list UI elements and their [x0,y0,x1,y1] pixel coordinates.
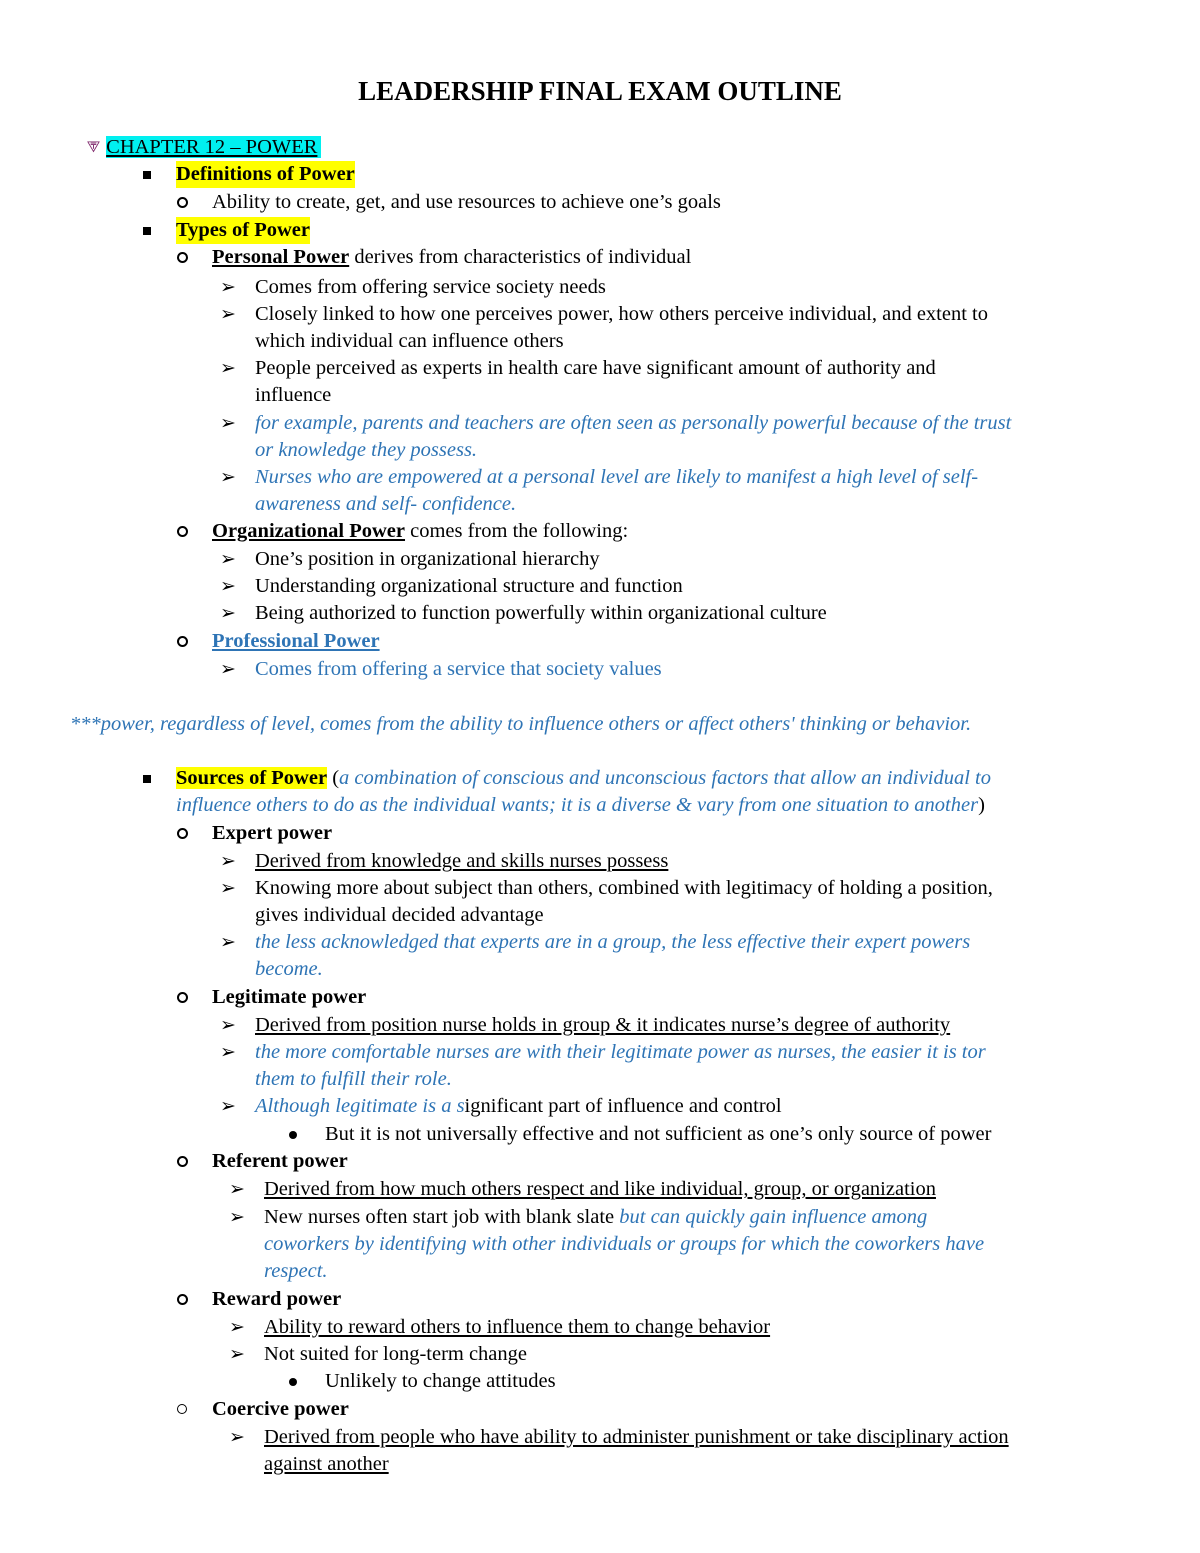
hollow-circle-bullet-icon [177,197,188,208]
section-heading: Sources of Power [176,767,328,789]
hollow-circle-bullet-icon [177,526,188,537]
arrowhead-bullet-icon: ➢ [220,1096,236,1117]
arrowhead-bullet-icon: ➢ [220,576,236,597]
arrowhead-bullet-icon: ➢ [229,1344,245,1365]
arrowhead-bullet-icon: ➢ [229,1427,245,1448]
arrowhead-bullet-icon: ➢ [220,277,236,298]
arrowhead-bullet-icon: ➢ [220,603,236,624]
section-heading: Definitions of Power [176,161,355,188]
hollow-circle-bullet-icon [177,1156,188,1167]
arrowhead-bullet-icon: ➢ [229,1179,245,1200]
arrowhead-bullet-icon: ➢ [220,413,236,434]
arrowhead-bullet-icon: ➢ [220,851,236,872]
arrowhead-bullet-icon: ➢ [220,1042,236,1063]
arrowhead-bullet-icon: ➢ [229,1317,245,1338]
arrowhead-bullet-icon: ➢ [229,1207,245,1228]
arrowhead-bullet-icon: ➢ [220,659,236,680]
document-title: LEADERSHIP FINAL EXAM OUTLINE [358,76,842,106]
hollow-circle-bullet-icon [177,252,188,263]
arrowhead-bullet-icon: ➢ [220,304,236,325]
arrowhead-bullet-icon: ➢ [220,467,236,488]
filled-dot-bullet-icon [289,1131,297,1139]
hollow-circle-bullet-icon [177,1294,188,1305]
arrowhead-bullet-icon: ➢ [220,1015,236,1036]
arrowhead-bullet-icon: ➢ [220,932,236,953]
chapter-heading [86,134,321,163]
diamond-arrow-icon: ⮗ [86,140,102,156]
section-heading: Types of Power [176,217,310,244]
hollow-circle-bullet-icon [177,828,188,839]
document-page: LEADERSHIP FINAL EXAM OUTLINE ⮗ CHAPTER 12 – POWER Definitions of Power Ability to create, get, and use resources to achieve one’s goals Types of Power Personal Power derives from characteristics of individual ➢ Comes from offering service society needs ➢ Closely linked to how one perceives power, how others perceive individual, and extent to which individual can influence others ➢ People perceived as experts in health care have significant amount of authority and influence ➢ for example, parents and teachers are often seen as personally powerful because of the trust or knowledge they possess. ➢ Nurses who are empowered at a personal level are likely to manifest a high level of self- awareness and self- confidence. Organizational Power comes from the following: ➢ One’s position in organizational hierarchy ➢ Understanding organizational structure and function ➢ Being authorized to function powerfully within organizational culture Professional Power ➢ Comes from offering a service that society values ***power, regardless of level, comes from the ability to influence others or affect others' thinking or behavior. Sources of Power (a combination of conscious and unconscious factors that allow an individual to influence others to do as the individual wants; it is a diverse & vary from one situation to another) Expert power ➢ Derived from knowledge and skills nurses possess ➢ Knowing more about subject than others, combined with legitimacy of holding a position, gives individual decided advantage ➢ the less acknowledged that experts are in a group, the less effective their expert powers become. Legitimate power ➢ Derived from position nurse holds in group & it indicates nurse’s degree of authority ➢ the more comfortable nurses are with their legitimate power as nurses, the easier it is tor them to fulfill their role. ➢ Although legitimate is a significant part of influence and control But it is not universally effective and not sufficient as one’s only source of power Referent power ➢ Derived from how much others respect and like individual, group, or organization ➢ New nurses often start job with blank slate but can quickly gain influence among coworkers by identifying with other individuals or groups for which the coworkers have respect. Reward power ➢ Ability to reward others to influence them to change behavior ➢ Not suited for long-term change Unlikely to change attitudes Coercive power ➢ Derived from people who have ability to administer punishment or take disciplinary action against another [0,0,1200,1553]
square-bullet-icon [143,775,151,783]
arrowhead-bullet-icon: ➢ [220,358,236,379]
hollow-circle-bullet-icon [177,1404,187,1414]
power-note: ***power, regardless of level, comes from the ability to influence others or affect others' thinking or behavior. [70,713,972,735]
filled-dot-bullet-icon [289,1378,297,1386]
square-bullet-icon [143,171,151,179]
hollow-circle-bullet-icon [177,992,188,1003]
arrowhead-bullet-icon: ➢ [220,549,236,570]
square-bullet-icon [143,227,151,235]
hollow-circle-bullet-icon [177,636,188,647]
arrowhead-bullet-icon: ➢ [220,878,236,899]
chapter-title: CHAPTER 12 – POWER [106,136,321,158]
